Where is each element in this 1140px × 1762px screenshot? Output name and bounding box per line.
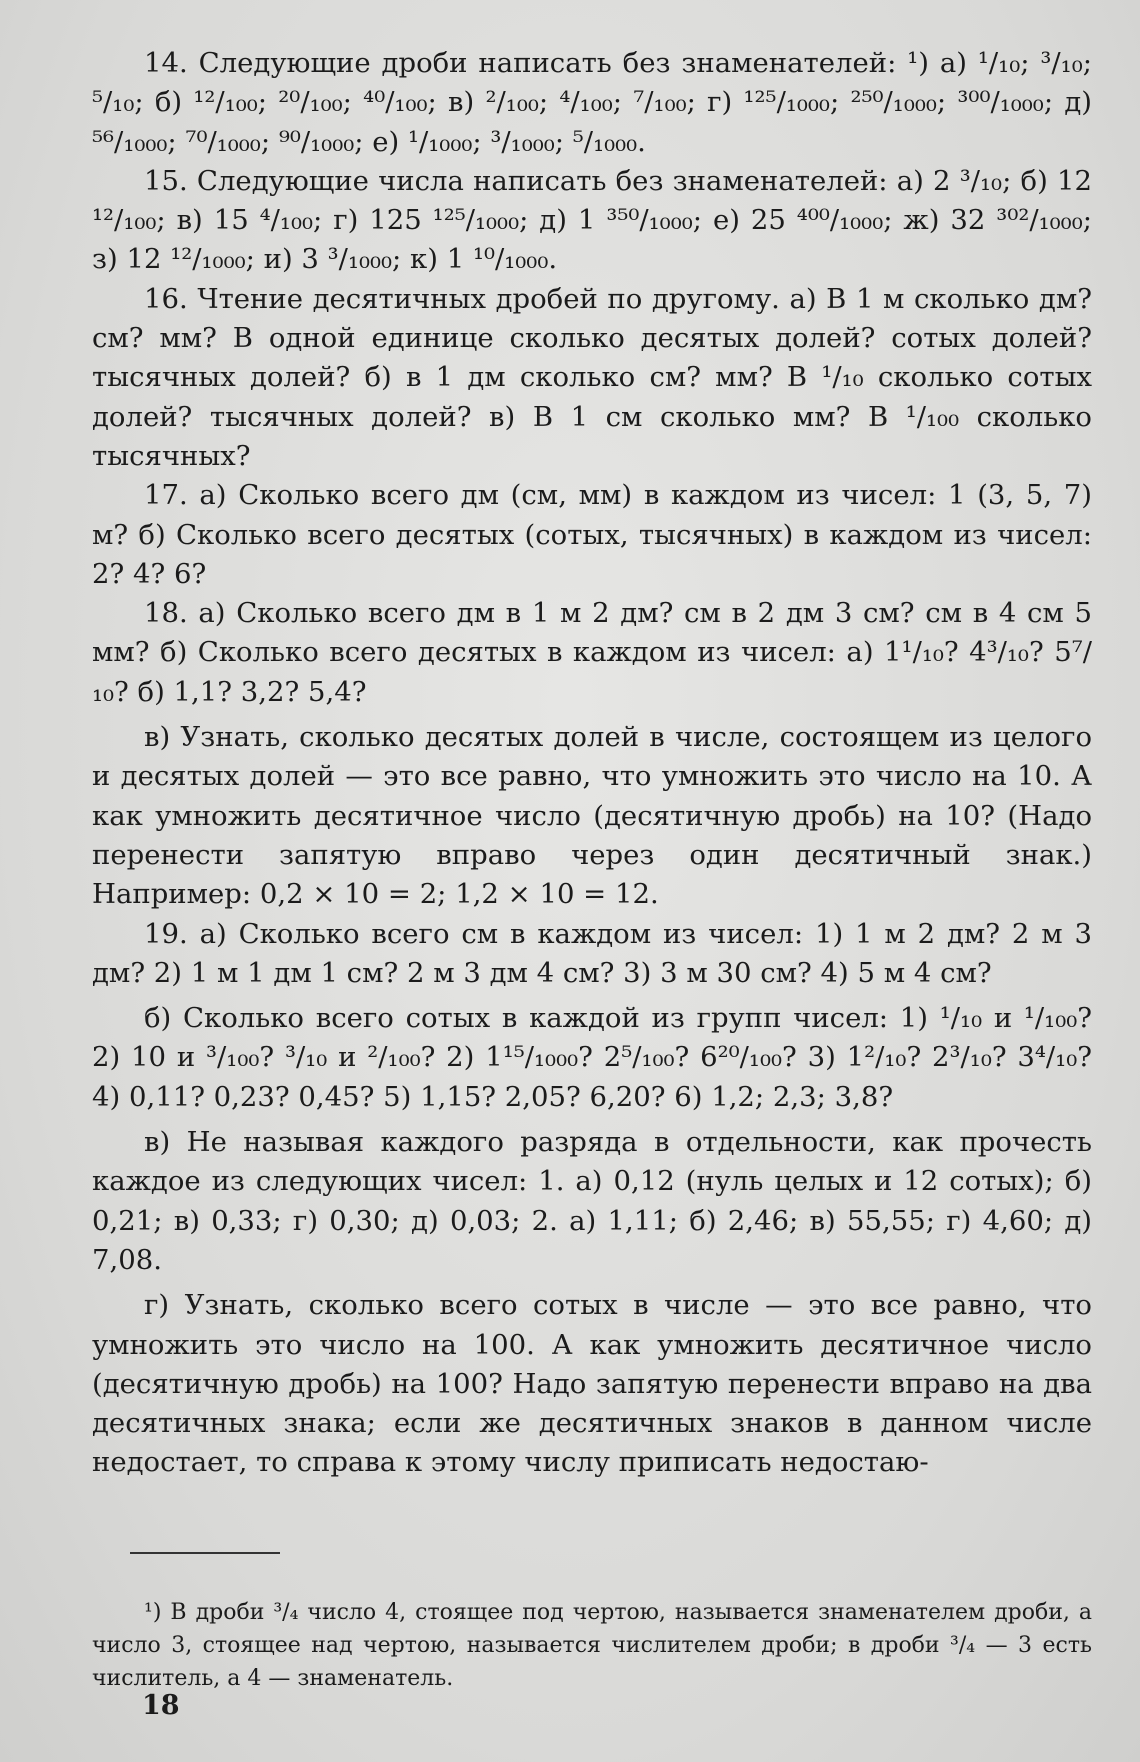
exercise-19: 19. а) Сколько всего см в каждом из чисел: 1) 1 м 2 дм? 2 м 3 дм? 2) 1 м 1 дм 1 см? 2 м 3 дм 4 см? 3) 3 м 30 см? 4) 5 м 4 см? [92,917,1092,989]
exercise-17: 17. а) Сколько всего дм (см, мм) в каждом из чисел: 1 (3, 5, 7) м? б) Сколько всего десятых (сотых, тысячных) в каждом из чисел: 2? 4? 6? [92,479,1092,590]
exercise-19-v: в) Не называя каждого разряда в отдельности, как прочесть каждое из следующих чисел: 1. а) 0,12 (нуль целых и 12 сотых); б) 0,21; в) 0,33; г) 0,30; д) 0,03; 2. а) 1,11; б) 2,46; в) 55,55; г) 4,60; д) 7,08. [92,1126,1092,1276]
exercise-14: 14. Следующие дроби написать без знаменателей: ¹) а) ¹/₁₀; ³/₁₀; ⁵/₁₀; б) ¹²/₁₀₀; ²⁰/₁₀₀; ⁴⁰/₁₀₀; в) ²/₁₀₀; ⁴/₁₀₀; ⁷/₁₀₀; г) ¹²⁵/₁₀₀₀; ²⁵⁰/₁₀₀₀; ³⁰⁰/₁₀₀₀; д) ⁵⁶/₁₀₀₀; ⁷⁰/₁₀₀₀; ⁹⁰/₁₀₀₀; е) ¹/₁₀₀₀; ³/₁₀₀₀; ⁵/₁₀₀₀. [92,47,1092,158]
page-number: 18 [142,1690,180,1721]
exercise-19-g: г) Узнать, сколько всего сотых в числе — это все равно, что умножить это число на 100. А как умножить десятичное число (десятичную дробь) на 100? Надо запятую перенести вправо на два десятичных знака; если же десятичных знаков в данном числе недостает, то справа к этому числу приписать недостаю- [92,1289,1092,1479]
footnote: ¹) В дроби ³/₄ число 4, стоящее под чертою, называется знаменателем дроби, а число 3, стоящее над чертою, называется числителем дроби; в дроби ³/₄ — 3 есть числитель, а 4 — знаменатель. [92,1600,1092,1691]
exercise-18-v: в) Узнать, сколько десятых долей в числе, состоящем из целого и десятых долей — это все равно, что умножить это число на 10. А как умножить десятичное число (десятичную дробь) на 10? (Надо перенести запятую вправо через один десятичный знак.) Например: 0,2 × 10 = 2; 1,2 × 10 = 12. [92,721,1092,911]
footnote-divider [130,1552,280,1554]
exercise-16: 16. Чтение десятичных дробей по другому. а) В 1 м сколько дм? см? мм? В одной единице сколько десятых долей? сотых долей? тысячных долей? б) в 1 дм сколько см? мм? В ¹/₁₀ сколько сотых долей? тысячных долей? в) В 1 см сколько мм? В ¹/₁₀₀ сколько тысячных? [92,282,1092,472]
exercise-15: 15. Следующие числа написать без знаменателей: а) 2 ³/₁₀; б) 12 ¹²/₁₀₀; в) 15 ⁴/₁₀₀; г) 125 ¹²⁵/₁₀₀₀; д) 1 ³⁵⁰/₁₀₀₀; е) 25 ⁴⁰⁰/₁₀₀₀; ж) 32 ³⁰²/₁₀₀₀; з) 12 ¹²/₁₀₀₀; и) 3 ³/₁₀₀₀; к) 1 ¹⁰/₁₀₀₀. [92,164,1092,276]
exercise-19-b: б) Сколько всего сотых в каждой из групп чисел: 1) ¹/₁₀ и ¹/₁₀₀? 2) 10 и ³/₁₀₀? ³/₁₀ и ²/₁₀₀? 2) 1¹⁵/₁₀₀₀? 2⁵/₁₀₀? 6²⁰/₁₀₀? 3) 1²/₁₀? 2³/₁₀? 3⁴/₁₀? 4) 0,11? 0,23? 0,45? 5) 1,15? 2,05? 6,20? 6) 1,2; 2,3; 3,8? [92,1002,1092,1113]
exercise-18: 18. а) Сколько всего дм в 1 м 2 дм? см в 2 дм 3 см? см в 4 см 5 мм? б) Сколько всего десятых в каждом из чисел: а) 1¹/₁₀? 4³/₁₀? 5⁷/₁₀? б) 1,1? 3,2? 5,4? [92,597,1092,708]
